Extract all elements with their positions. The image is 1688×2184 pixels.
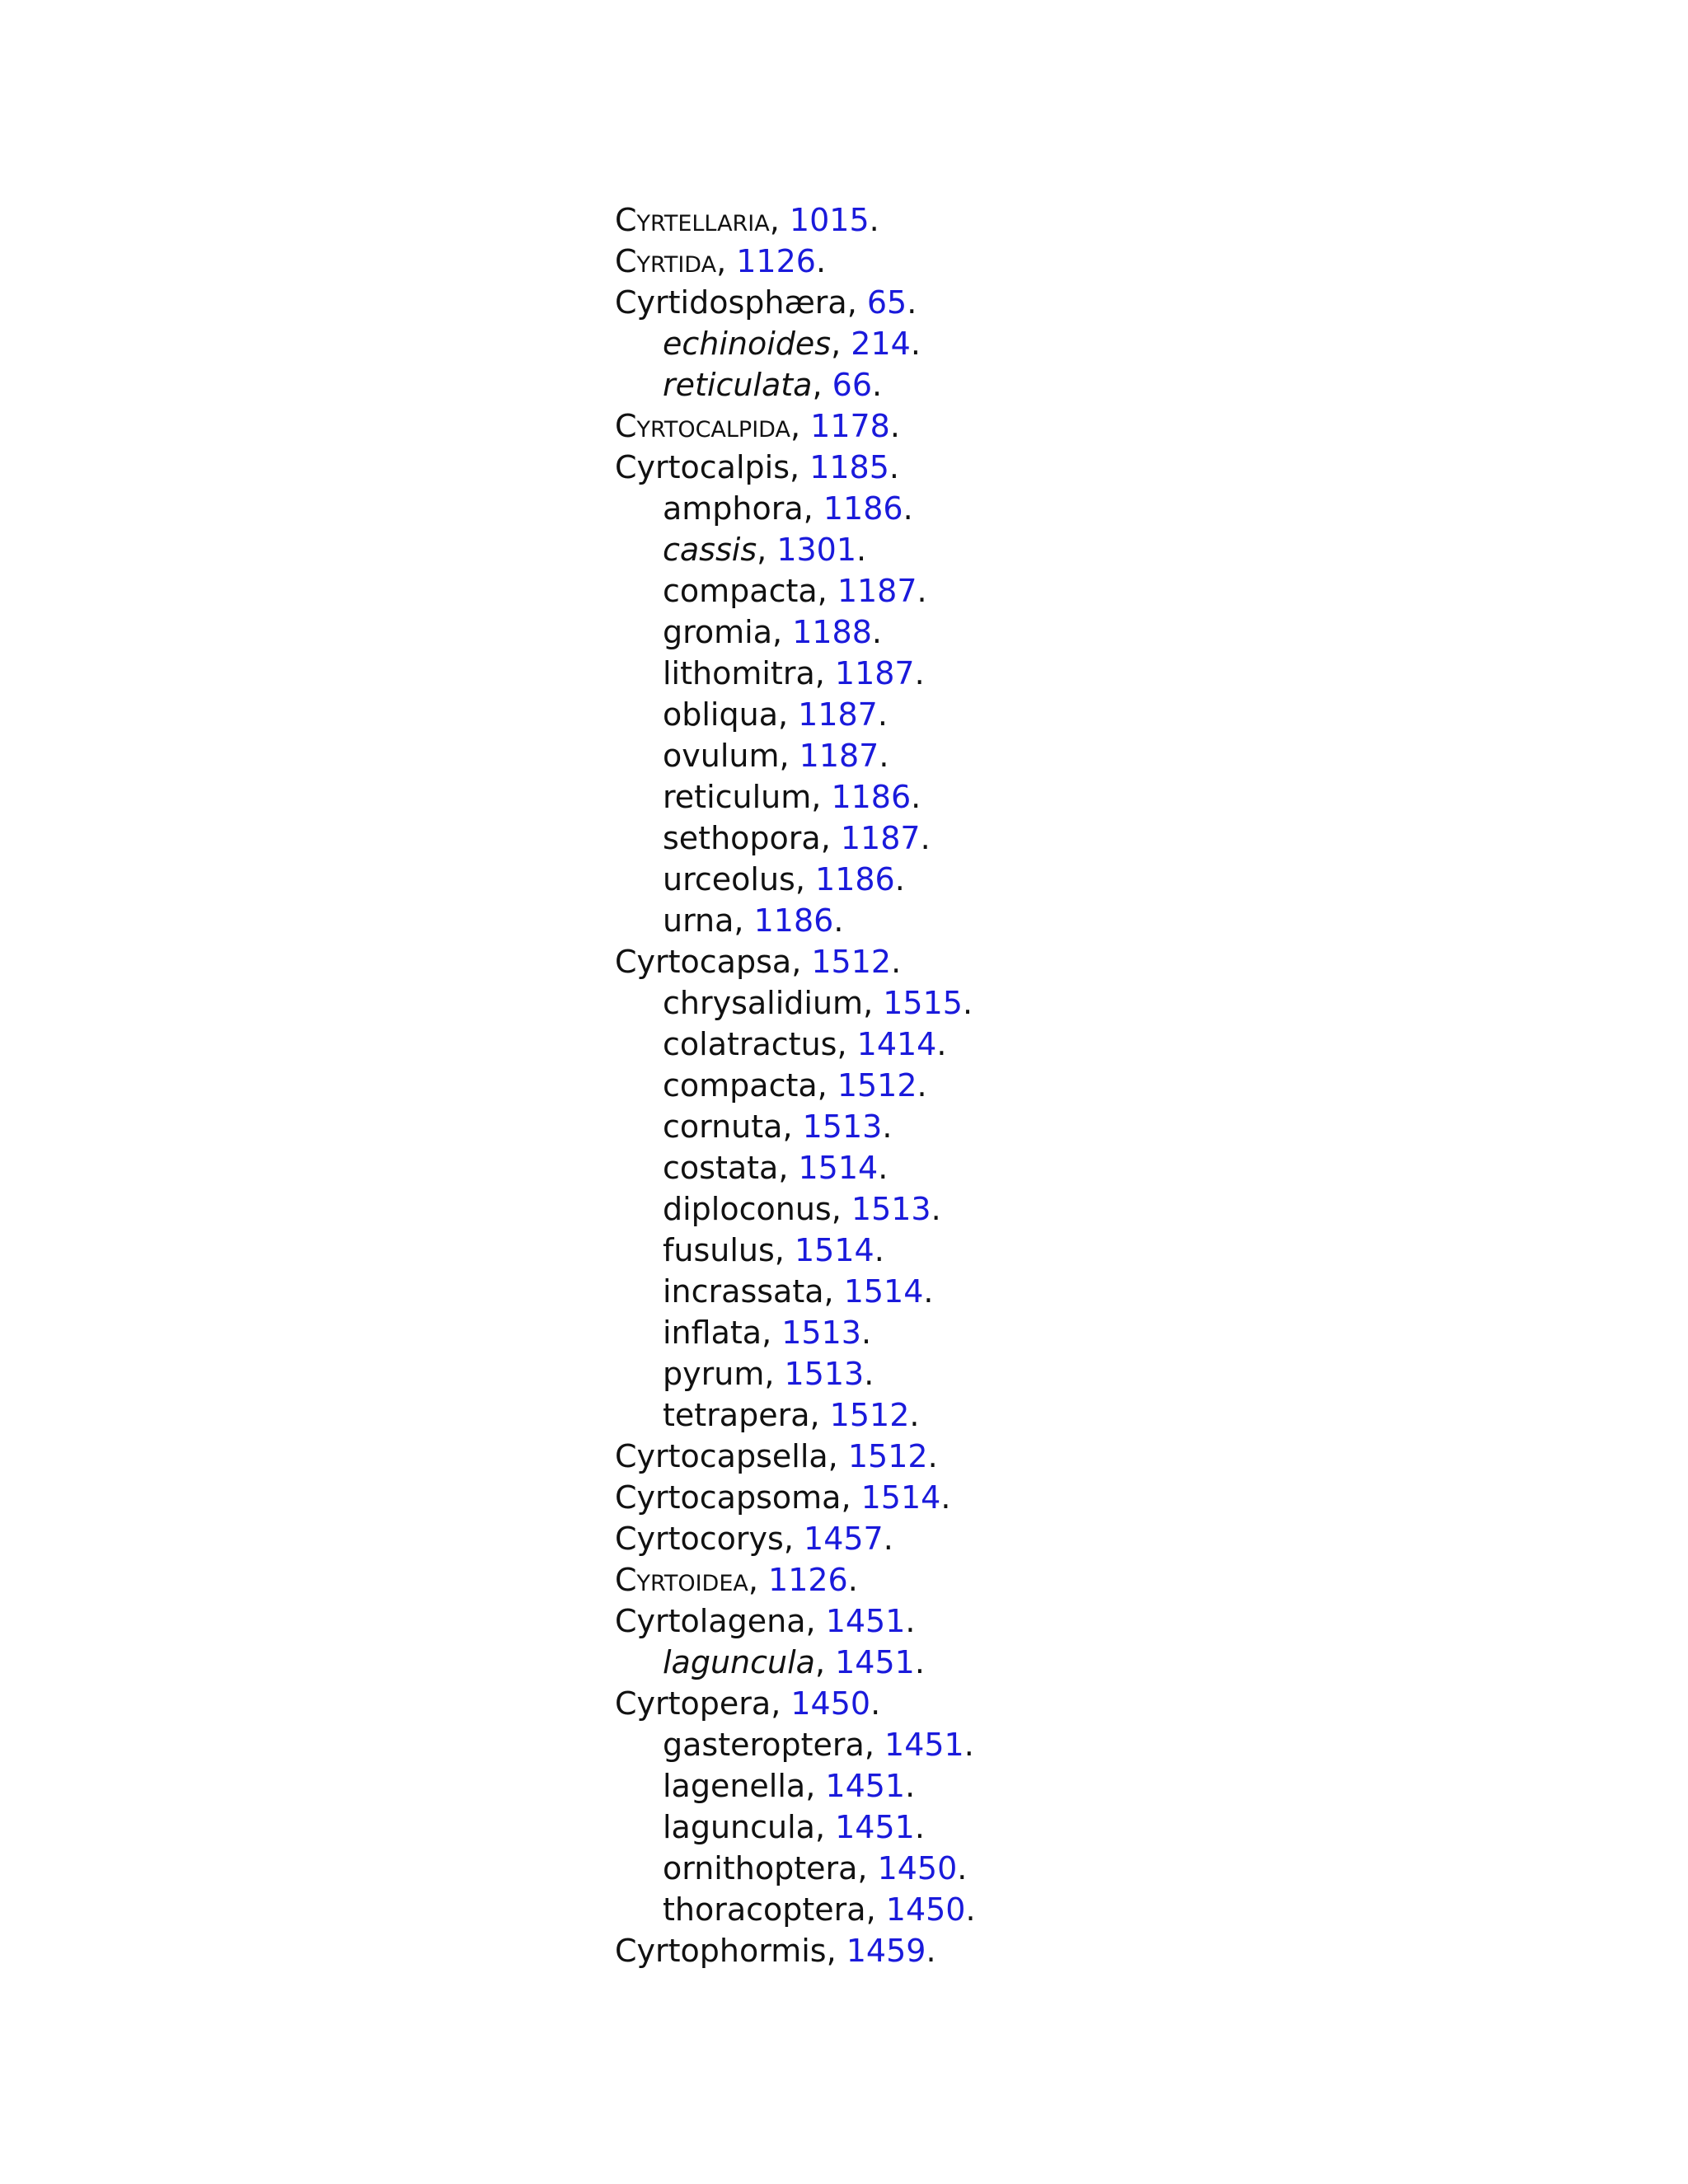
index-entry: [615, 447, 976, 488]
entry-terminator: .: [847, 1562, 858, 1598]
entry-terminator: .: [927, 1438, 938, 1474]
page-link[interactable]: 1187: [799, 738, 879, 774]
entry-separator: ,: [865, 1891, 886, 1928]
page-link[interactable]: 1015: [789, 202, 870, 238]
page-link[interactable]: 1514: [843, 1273, 924, 1310]
entry-terminator: .: [907, 284, 917, 321]
page-link[interactable]: 1513: [784, 1356, 865, 1392]
entry-separator: ,: [857, 1850, 878, 1886]
entry-separator: ,: [748, 1562, 769, 1598]
entry-name: laguncula: [663, 1644, 815, 1680]
entry-separator: ,: [774, 1232, 795, 1268]
index-subentry: [615, 1394, 976, 1436]
page-link[interactable]: 1459: [846, 1933, 926, 1969]
index-subentry: [615, 818, 976, 859]
index-entry: [615, 282, 976, 323]
page-link[interactable]: 1126: [736, 243, 816, 279]
index-subentry: [615, 1353, 976, 1394]
entry-name: echinoides: [663, 326, 832, 362]
index-entry: [615, 1518, 976, 1559]
entry-name: lithomitra: [663, 655, 815, 691]
page-link[interactable]: 1513: [781, 1315, 861, 1351]
entry-terminator: .: [856, 532, 867, 568]
entry-terminator: .: [917, 573, 927, 609]
entry-name: urna: [663, 902, 734, 939]
page-link[interactable]: 1450: [790, 1685, 871, 1722]
index-subentry: [615, 1271, 976, 1312]
entry-name: reticulata: [663, 367, 813, 403]
entry-terminator: .: [923, 1273, 934, 1310]
page-link[interactable]: 1414: [856, 1026, 937, 1062]
entry-separator: ,: [769, 202, 790, 238]
index-subentry: [615, 1642, 976, 1683]
entry-terminator: .: [833, 902, 844, 939]
entry-terminator: .: [926, 1933, 936, 1969]
entry-terminator: .: [889, 408, 900, 444]
entry-terminator: .: [914, 1644, 925, 1680]
page-link[interactable]: 1515: [883, 985, 963, 1021]
entry-terminator: .: [860, 1315, 872, 1351]
entry-terminator: .: [872, 367, 883, 403]
entry-name: Cyrtolagena: [615, 1603, 806, 1639]
page-link[interactable]: 1451: [825, 1768, 906, 1804]
entry-separator: ,: [791, 944, 812, 980]
index-subentry: [615, 570, 976, 612]
entry-separator: ,: [790, 408, 811, 444]
page-link[interactable]: 1187: [798, 696, 878, 733]
entry-separator: ,: [762, 1315, 782, 1351]
entry-terminator: .: [965, 1891, 976, 1928]
entry-separator: ,: [805, 1768, 826, 1804]
entry-separator: ,: [777, 696, 799, 733]
entry-name: Cyrtellaria: [615, 202, 770, 238]
entry-name: costata: [663, 1150, 779, 1186]
entry-separator: ,: [814, 1644, 836, 1680]
entry-terminator: .: [889, 449, 899, 485]
index-subentry: [615, 1765, 976, 1807]
page-link[interactable]: 1451: [825, 1603, 906, 1639]
entry-terminator: .: [864, 1356, 874, 1392]
entry-separator: ,: [803, 490, 823, 527]
index-subentry: [615, 1312, 976, 1353]
entry-separator: ,: [814, 655, 835, 691]
entry-terminator: .: [957, 1850, 968, 1886]
entry-terminator: .: [905, 1768, 916, 1804]
entry-terminator: .: [905, 1603, 916, 1639]
page-link[interactable]: 1450: [877, 1850, 958, 1886]
page-link[interactable]: 1512: [837, 1067, 917, 1104]
index-subentry: [615, 1889, 976, 1930]
index-subentry: [615, 364, 976, 405]
index-subentry: [615, 1848, 976, 1889]
index-entry: [615, 199, 976, 241]
entry-separator: ,: [778, 1150, 799, 1186]
entry-separator: ,: [790, 449, 810, 485]
entry-name: colatractus: [663, 1026, 837, 1062]
index-subentry: [615, 859, 976, 900]
page-link[interactable]: 1186: [753, 902, 834, 939]
entry-separator: ,: [795, 861, 816, 898]
entry-name: diploconus: [663, 1191, 832, 1227]
entry-terminator: .: [882, 1108, 893, 1145]
index-subentry: [615, 488, 976, 529]
page-link[interactable]: 1451: [835, 1809, 915, 1845]
entry-separator: ,: [864, 1727, 885, 1763]
index-entry: [615, 1436, 976, 1477]
entry-name: sethopora: [663, 820, 821, 856]
entry-name: Cyrtophormis: [615, 1933, 827, 1969]
page-link[interactable]: 1178: [810, 408, 890, 444]
page-link[interactable]: 1451: [884, 1727, 964, 1763]
index-subentry: [615, 694, 976, 735]
index-subentry: [615, 776, 976, 818]
index-subentry: [615, 653, 976, 694]
index-subentry: [615, 1724, 976, 1765]
entry-name: gromia: [663, 614, 773, 650]
entry-terminator: .: [891, 944, 902, 980]
entry-terminator: .: [815, 243, 827, 279]
entry-terminator: .: [964, 1727, 974, 1763]
index-subentry: [615, 1230, 976, 1271]
entry-name: gasteroptera: [663, 1727, 865, 1763]
index-entry: [615, 1601, 976, 1642]
entry-name: inflata: [663, 1315, 762, 1351]
page-link[interactable]: 1514: [798, 1150, 879, 1186]
page-link[interactable]: 1185: [809, 449, 889, 485]
entry-name: compacta: [663, 1067, 818, 1104]
entry-separator: ,: [846, 284, 867, 321]
entry-separator: ,: [809, 1397, 830, 1433]
entry-terminator: .: [911, 779, 921, 815]
entry-name: cassis: [663, 532, 757, 568]
entry-name: incrassata: [663, 1273, 824, 1310]
index-entry: [615, 1683, 976, 1724]
page-link[interactable]: 1301: [776, 532, 857, 568]
entry-name: thoracoptera: [663, 1891, 866, 1928]
entry-separator: ,: [831, 1191, 851, 1227]
entry-name: Cyrtopera: [615, 1685, 771, 1722]
entry-terminator: .: [936, 1026, 947, 1062]
page-link[interactable]: 1514: [860, 1479, 941, 1516]
entry-name: Cyrtocapsa: [615, 944, 792, 980]
entry-terminator: .: [909, 1397, 920, 1433]
index-subentry: [615, 612, 976, 653]
entry-name: amphora: [663, 490, 804, 527]
entry-separator: ,: [831, 326, 851, 362]
entry-separator: ,: [782, 1108, 803, 1145]
entry-separator: ,: [826, 1933, 846, 1969]
entry-separator: ,: [817, 573, 837, 609]
entry-separator: ,: [772, 614, 793, 650]
index-subentry: [615, 1024, 976, 1065]
entry-terminator: .: [869, 202, 879, 238]
entry-name: compacta: [663, 573, 818, 609]
entry-separator: ,: [841, 1479, 861, 1516]
entry-name: fusulus: [663, 1232, 775, 1268]
page-link[interactable]: 1186: [815, 861, 895, 898]
entry-terminator: .: [877, 696, 888, 733]
entry-separator: ,: [828, 1438, 848, 1474]
entry-separator: ,: [734, 902, 754, 939]
entry-terminator: .: [962, 985, 973, 1021]
page-link[interactable]: 1512: [847, 1438, 928, 1474]
entry-terminator: .: [920, 820, 931, 856]
entry-name: Cyrtocapsella: [615, 1438, 828, 1474]
entry-name: chrysalidium: [663, 985, 864, 1021]
entry-terminator: .: [910, 326, 921, 362]
entry-separator: ,: [863, 985, 884, 1021]
page-link[interactable]: 1188: [792, 614, 872, 650]
entry-separator: ,: [814, 1809, 836, 1845]
index-subentry: [615, 1065, 976, 1106]
entry-name: Cyrtidosphæra: [615, 284, 847, 321]
page-link[interactable]: 1187: [840, 820, 921, 856]
entry-terminator: .: [940, 1479, 951, 1516]
index-subentry: [615, 323, 976, 364]
entry-name: Cyrtocalpida: [615, 408, 790, 444]
page-link[interactable]: 1187: [837, 573, 917, 609]
entry-name: reticulum: [663, 779, 812, 815]
entry-terminator: .: [874, 1232, 884, 1268]
index-entry: [615, 941, 976, 982]
page-link[interactable]: 1186: [831, 779, 912, 815]
page-link[interactable]: 1186: [823, 490, 903, 527]
page-link[interactable]: 1126: [768, 1562, 848, 1598]
entry-name: Cyrtocapsoma: [615, 1479, 842, 1516]
index-subentry: [615, 1807, 976, 1848]
entry-name: cornuta: [663, 1108, 783, 1145]
entry-separator: ,: [783, 1521, 804, 1557]
page-link[interactable]: 1512: [829, 1397, 910, 1433]
entry-name: ovulum: [663, 738, 780, 774]
index-list: [615, 199, 976, 1971]
entry-name: pyrum: [663, 1356, 765, 1392]
entry-name: obliqua: [663, 696, 778, 733]
page-link[interactable]: 1512: [811, 944, 892, 980]
page-link[interactable]: 1187: [834, 655, 915, 691]
entry-separator: ,: [757, 532, 777, 568]
page-link[interactable]: 65: [866, 284, 907, 321]
entry-separator: ,: [716, 243, 737, 279]
index-subentry: [615, 1188, 976, 1230]
page-link[interactable]: 1451: [835, 1644, 915, 1680]
entry-name: Cyrtida: [615, 243, 717, 279]
entry-separator: ,: [811, 779, 832, 815]
entry-name: tetrapera: [663, 1397, 810, 1433]
page-link[interactable]: 66: [832, 367, 872, 403]
index-subentry: [615, 900, 976, 941]
entry-separator: ,: [779, 738, 799, 774]
entry-terminator: .: [879, 738, 889, 774]
page-link[interactable]: 1457: [804, 1521, 884, 1557]
index-entry: [615, 405, 976, 447]
entry-separator: ,: [812, 367, 832, 403]
entry-separator: ,: [771, 1685, 791, 1722]
entry-separator: ,: [764, 1356, 785, 1392]
entry-terminator: .: [871, 614, 883, 650]
index-subentry: [615, 529, 976, 570]
entry-name: urceolus: [663, 861, 795, 898]
index-subentry: [615, 1147, 976, 1188]
entry-terminator: .: [917, 1067, 927, 1104]
entry-name: Cyrtocorys: [615, 1521, 784, 1557]
entry-separator: ,: [805, 1603, 826, 1639]
entry-name: Cyrtoidea: [615, 1562, 748, 1598]
page-link[interactable]: 1514: [794, 1232, 874, 1268]
entry-name: ornithoptera: [663, 1850, 858, 1886]
index-entry: [615, 1559, 976, 1601]
index-entry: [615, 1930, 976, 1971]
entry-terminator: .: [894, 861, 905, 898]
entry-separator: ,: [817, 1067, 837, 1104]
page-link[interactable]: 214: [851, 326, 911, 362]
entry-terminator: .: [931, 1191, 941, 1227]
entry-terminator: .: [914, 655, 925, 691]
entry-terminator: .: [883, 1521, 893, 1557]
entry-terminator: .: [903, 490, 913, 527]
entry-name: lagenella: [663, 1768, 806, 1804]
entry-separator: ,: [823, 1273, 844, 1310]
index-subentry: [615, 735, 976, 776]
index-subentry: [615, 982, 976, 1024]
page-link[interactable]: 1450: [885, 1891, 966, 1928]
entry-separator: ,: [837, 1026, 857, 1062]
index-subentry: [615, 1106, 976, 1147]
page-link[interactable]: 1513: [851, 1191, 931, 1227]
entry-separator: ,: [820, 820, 841, 856]
entry-name: Cyrtocalpis: [615, 449, 790, 485]
index-entry: [615, 1477, 976, 1518]
page-link[interactable]: 1513: [802, 1108, 883, 1145]
entry-terminator: .: [914, 1809, 925, 1845]
entry-terminator: .: [878, 1150, 889, 1186]
index-entry: [615, 241, 976, 282]
entry-name: laguncula: [663, 1809, 815, 1845]
entry-terminator: .: [870, 1685, 881, 1722]
